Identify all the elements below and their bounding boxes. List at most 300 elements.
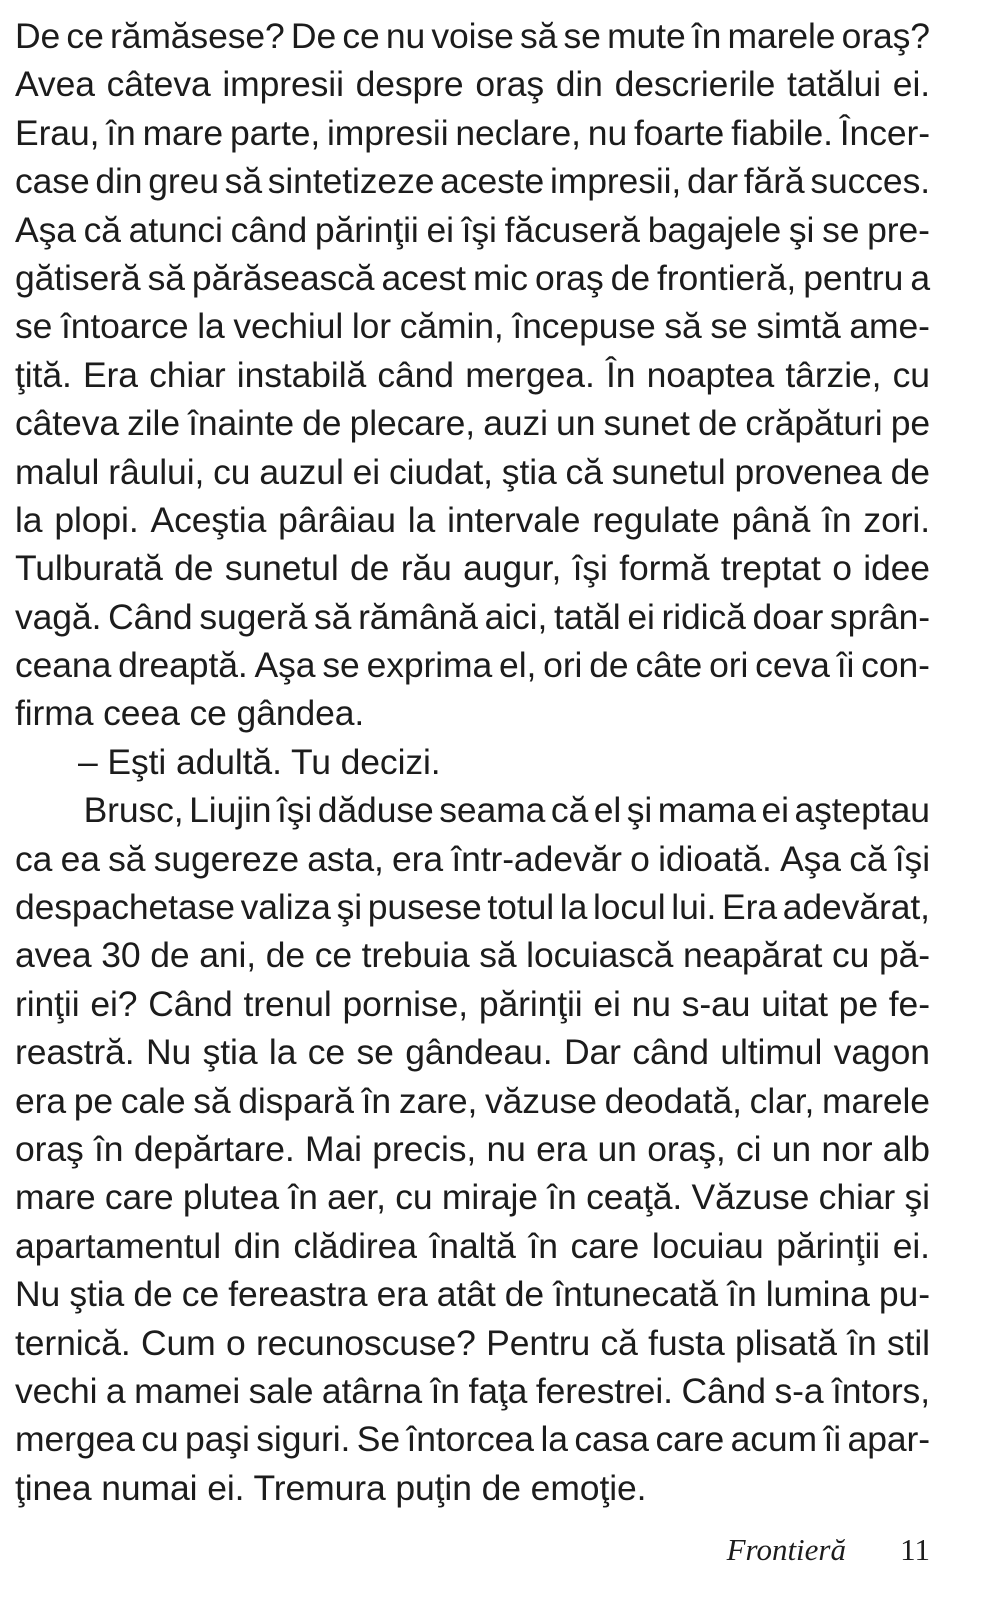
word: a	[910, 257, 930, 298]
line-text: – Eşti adultă. Tu decizi.	[78, 741, 441, 782]
word: pornise,	[342, 983, 468, 1024]
word: fiabile.	[731, 112, 833, 153]
word: mute	[607, 16, 686, 56]
word: aşteptau	[794, 790, 930, 831]
word: Era	[722, 887, 777, 928]
word: avea	[15, 935, 92, 976]
word: gândeau.	[405, 1032, 553, 1073]
word: tatălui	[787, 64, 882, 105]
word: s-au	[681, 983, 751, 1024]
word: când	[632, 1032, 709, 1073]
word: De	[15, 16, 61, 56]
word: aer,	[327, 1177, 386, 1218]
running-head-book-title: Frontieră	[726, 1532, 846, 1567]
word: să	[479, 935, 517, 976]
word: de	[133, 1274, 173, 1315]
word: precis,	[372, 1128, 477, 1169]
word: înainte	[188, 403, 295, 444]
word: ei	[593, 983, 621, 1024]
word: ce	[342, 16, 380, 56]
word: o	[225, 1322, 246, 1363]
word: De	[290, 16, 337, 56]
word: cu	[395, 1177, 433, 1218]
word: în	[822, 499, 852, 540]
word: la	[197, 306, 225, 347]
word: pusese	[367, 887, 482, 928]
text-line	[15, 1125, 930, 1173]
word: faţa	[468, 1370, 528, 1411]
word: într-adevăr	[451, 838, 622, 879]
word: mamei	[134, 1370, 241, 1411]
word: asta,	[307, 838, 384, 879]
word: că	[550, 790, 589, 831]
word: mare	[142, 112, 224, 153]
word: case	[15, 161, 90, 202]
text-line	[15, 1270, 930, 1318]
word: ei	[352, 451, 381, 492]
word: de	[610, 257, 650, 298]
word: 30	[101, 935, 141, 976]
word: să	[193, 1080, 231, 1121]
text-line	[15, 835, 930, 883]
word: doar	[752, 596, 824, 637]
word: ternică.	[15, 1322, 131, 1363]
word: să	[147, 257, 185, 298]
word: câteva	[15, 403, 119, 444]
word: la	[540, 1419, 568, 1460]
word: câteva	[106, 64, 211, 105]
word: fără	[743, 161, 805, 202]
word: că	[565, 451, 603, 492]
word: câte	[635, 645, 703, 686]
word: nu	[631, 983, 671, 1024]
word: la	[559, 887, 588, 928]
word: despachetase	[15, 887, 235, 928]
word: ei.	[892, 64, 930, 105]
word: un	[771, 1128, 812, 1169]
word: Cum	[140, 1322, 216, 1363]
word: ridică	[661, 596, 746, 637]
word: sunetul	[224, 548, 339, 589]
word: şi	[626, 790, 653, 831]
word: râului,	[108, 451, 205, 492]
word: valiza	[240, 887, 331, 928]
word: trenul	[243, 983, 332, 1024]
word: acum	[730, 1419, 818, 1460]
paragraph-indent	[15, 786, 78, 834]
word: lui.	[671, 887, 717, 928]
word: din	[95, 161, 143, 202]
word: şi	[788, 209, 815, 250]
word: trebuia	[361, 935, 470, 976]
word: ori	[709, 645, 749, 686]
word: de	[265, 935, 306, 976]
text-line	[15, 448, 930, 496]
word: mare	[15, 1177, 96, 1218]
word: pă-	[878, 935, 930, 976]
word: de	[302, 403, 342, 444]
word: nu	[587, 112, 628, 153]
word: părinţii	[314, 209, 419, 250]
word: de	[890, 451, 930, 492]
word: vagon	[833, 1032, 930, 1073]
word: dispară	[238, 1080, 354, 1121]
word: Când	[148, 983, 233, 1024]
word: ştia	[69, 1274, 125, 1315]
word: despre	[355, 64, 464, 105]
word: marele	[727, 16, 836, 56]
text-line	[15, 109, 930, 157]
word: sintetizeze	[267, 161, 435, 202]
word: Încer-	[839, 112, 930, 153]
word: îşi	[894, 838, 930, 879]
word: ultimul	[720, 1032, 823, 1073]
word: care	[104, 1177, 174, 1218]
text-line	[15, 641, 930, 689]
word: cu	[831, 935, 870, 976]
word: sugereze	[153, 838, 299, 879]
word: pârâiau	[278, 499, 396, 540]
word: ştia	[501, 451, 557, 492]
word: părăsească	[191, 257, 375, 298]
word: oraş,	[647, 1128, 726, 1169]
word: ei	[761, 790, 789, 831]
word: cale	[120, 1080, 186, 1121]
word: se	[822, 209, 860, 250]
word: târzie,	[785, 354, 882, 395]
word: cu	[141, 1419, 179, 1460]
word: zare,	[398, 1080, 478, 1121]
word: un	[556, 403, 596, 444]
word: îi	[836, 645, 855, 686]
word: dar	[686, 161, 738, 202]
word: făcuseră	[504, 209, 640, 250]
word: în	[547, 1177, 577, 1218]
word: augur,	[463, 548, 562, 589]
word: Mai	[305, 1128, 362, 1169]
word: ori	[543, 645, 583, 686]
word: exprima	[366, 645, 493, 686]
word: sale	[248, 1370, 314, 1411]
word: ce	[66, 16, 104, 56]
word: de	[150, 935, 190, 976]
text-line	[15, 496, 930, 544]
word: intervale	[447, 499, 581, 540]
word: în	[288, 1177, 318, 1218]
word: oraş	[475, 64, 544, 105]
word: con-	[861, 645, 930, 686]
word: văzuse	[484, 1080, 597, 1121]
word: cămin,	[399, 306, 504, 347]
word: atât	[436, 1274, 496, 1315]
text-line	[15, 1173, 930, 1221]
word: înaltă	[429, 1225, 516, 1266]
word: Când	[681, 1370, 766, 1411]
word: reastră.	[15, 1032, 135, 1073]
word: oraş?	[841, 16, 930, 56]
word: sunet	[603, 403, 690, 444]
word: plutea	[182, 1177, 279, 1218]
word: plecare,	[349, 403, 476, 444]
word: foarte	[633, 112, 725, 153]
word: impresii,	[549, 161, 682, 202]
word: aici,	[484, 596, 548, 637]
word: ştia	[202, 1032, 258, 1073]
word: că	[600, 1322, 638, 1363]
word: Aşa	[780, 838, 841, 879]
word: să	[664, 306, 702, 347]
word: întorcea	[406, 1419, 534, 1460]
word: care	[570, 1225, 640, 1266]
word: ceaţă.	[586, 1177, 683, 1218]
word: ei.	[892, 1225, 930, 1266]
word: chiar	[818, 1177, 896, 1218]
word: de	[174, 548, 214, 589]
word: Pentru	[486, 1322, 591, 1363]
word: atârna	[321, 1370, 422, 1411]
word: mergea	[15, 1419, 135, 1460]
word: neapărat	[682, 935, 823, 976]
word: în	[847, 1322, 877, 1363]
word: în	[727, 1274, 757, 1315]
word: ceana	[15, 645, 112, 686]
word: locul	[593, 887, 666, 928]
word: Se	[356, 1419, 400, 1460]
word: malul	[15, 451, 100, 492]
word: formă	[619, 548, 710, 589]
text-line	[15, 593, 930, 641]
text-line	[15, 786, 930, 834]
word: Erau,	[15, 112, 100, 153]
word: plopi.	[54, 499, 139, 540]
word: să	[314, 596, 352, 637]
word: succes.	[810, 161, 930, 202]
text-line	[15, 1319, 930, 1367]
word: impresii	[327, 112, 449, 153]
word: se	[356, 1032, 394, 1073]
word: totul	[487, 887, 555, 928]
word: voise	[431, 16, 514, 56]
word: ce	[307, 1032, 346, 1073]
word: Tulburată	[15, 548, 163, 589]
text-line	[15, 351, 930, 399]
word: în	[528, 1225, 558, 1266]
word: începuse	[512, 306, 656, 347]
word: bagajele	[647, 209, 782, 250]
word: siguri.	[256, 1419, 351, 1460]
word: dreaptă.	[118, 645, 248, 686]
text-line	[15, 157, 930, 205]
text-line: firma ceea ce gândea.	[15, 693, 365, 734]
word: ce	[314, 935, 352, 976]
word: frontieră,	[657, 257, 797, 298]
text-line	[15, 399, 930, 447]
text-line	[15, 60, 930, 108]
word: nu	[486, 1128, 526, 1169]
word: casa	[574, 1419, 649, 1460]
word: noaptea	[646, 354, 775, 395]
word: chiar	[149, 354, 226, 395]
word: de	[589, 645, 629, 686]
word: auzi	[483, 403, 548, 444]
word: clădirea	[293, 1225, 417, 1266]
word: treptat	[720, 548, 821, 589]
word: ci	[735, 1128, 762, 1169]
word: atunci	[128, 209, 223, 250]
word: oraş	[534, 257, 604, 298]
word: pentru	[803, 257, 904, 298]
text-line	[15, 883, 930, 931]
word: deodată,	[604, 1080, 742, 1121]
word: mama	[657, 790, 756, 831]
word: Nu	[146, 1032, 192, 1073]
word: de	[504, 1274, 545, 1315]
word: Liujin	[189, 790, 272, 831]
text-line	[15, 738, 930, 786]
page-number: 11	[900, 1532, 930, 1567]
word: clar,	[749, 1080, 815, 1121]
word: acest	[381, 257, 466, 298]
text-line	[15, 980, 930, 1028]
word: Când	[108, 596, 193, 637]
word: Aceştia	[150, 499, 267, 540]
word: el	[593, 790, 622, 831]
word: plisată	[734, 1322, 837, 1363]
word: să	[108, 838, 146, 879]
text-line	[15, 544, 930, 592]
word: descrierile	[614, 64, 776, 105]
text-line	[15, 12, 930, 60]
word: lor	[351, 306, 391, 347]
word: de	[350, 548, 390, 589]
word: când	[230, 209, 308, 250]
word: îşi	[277, 790, 313, 831]
word: adevărat,	[782, 887, 930, 928]
word: fereastra	[228, 1274, 368, 1315]
word: nu	[385, 16, 426, 56]
word: aceste	[440, 161, 545, 202]
word: ei?	[90, 983, 138, 1024]
word: îşi	[461, 209, 497, 250]
word: seama	[439, 790, 546, 831]
word: sprân-	[829, 596, 930, 637]
word: neclare,	[455, 112, 581, 153]
word: ce	[181, 1274, 220, 1315]
word: oraş	[15, 1128, 84, 1169]
word: Era	[82, 354, 138, 395]
word: Dar	[563, 1032, 621, 1073]
word: era	[15, 1080, 67, 1121]
word: apartamentul	[15, 1225, 222, 1266]
word: ei	[426, 209, 454, 250]
word: În	[605, 354, 636, 395]
word: se	[322, 645, 360, 686]
word: şi	[904, 1177, 930, 1218]
word: pe	[73, 1080, 114, 1121]
word: care	[655, 1419, 725, 1460]
word: Aşa	[15, 209, 76, 250]
word: ţită.	[15, 354, 72, 395]
word: ceva	[755, 645, 830, 686]
word: în	[361, 1080, 392, 1121]
word: un	[597, 1128, 637, 1169]
word: crăpături	[745, 403, 883, 444]
text-line	[15, 206, 930, 254]
word: părinţii	[478, 983, 583, 1024]
word: zori.	[863, 499, 930, 540]
word: Nu	[15, 1274, 61, 1315]
word: cu	[213, 451, 251, 492]
word: în	[691, 16, 722, 56]
word: pre-	[867, 209, 930, 250]
word: regulate	[592, 499, 720, 540]
word: gătiseră	[15, 257, 141, 298]
word: marele	[822, 1080, 930, 1121]
word: ca	[15, 838, 53, 879]
text-line	[15, 1028, 930, 1076]
word: mic	[472, 257, 528, 298]
word: alb	[882, 1128, 930, 1169]
word: fe-	[888, 983, 930, 1024]
word: se	[563, 16, 601, 56]
text-line	[15, 254, 930, 302]
word: la	[407, 499, 436, 540]
word: Văzuse	[691, 1177, 810, 1218]
word: simtă	[756, 306, 841, 347]
word: greu	[148, 161, 219, 202]
word: şi	[336, 887, 363, 928]
word: la	[268, 1032, 297, 1073]
word: întunecată	[553, 1274, 719, 1315]
word: o	[832, 548, 852, 589]
word: idee	[863, 548, 930, 589]
word: provenea	[734, 451, 882, 492]
word: să	[520, 16, 558, 56]
word: rămână	[358, 596, 478, 637]
word: pu-	[878, 1274, 930, 1315]
word: tatăl	[553, 596, 621, 637]
word: vechi	[15, 1370, 98, 1411]
word: mergea.	[465, 354, 595, 395]
word: ani,	[199, 935, 257, 976]
word: în	[106, 112, 136, 153]
word: fusta	[648, 1322, 725, 1363]
word: să	[224, 161, 262, 202]
word: parte,	[229, 112, 321, 153]
word: îi	[823, 1419, 842, 1460]
text-line	[15, 1222, 930, 1270]
word: stil	[886, 1322, 930, 1363]
word: rău	[400, 548, 452, 589]
word: ciudat,	[388, 451, 493, 492]
word: întoarce	[61, 306, 189, 347]
text-line	[15, 1415, 930, 1463]
text-line	[15, 1077, 930, 1125]
word: el,	[499, 645, 537, 686]
text-line	[15, 931, 930, 979]
word: locuiască	[526, 935, 674, 976]
word: miraje	[441, 1177, 538, 1218]
word: la	[15, 499, 43, 540]
word: era	[376, 1274, 428, 1315]
word: instabilă	[236, 354, 367, 395]
body-text-block	[15, 12, 930, 1512]
word: o	[630, 838, 650, 879]
word: sugeră	[199, 596, 308, 637]
word: ea	[60, 838, 100, 879]
word: locuiau	[651, 1225, 764, 1266]
word: nor	[821, 1128, 873, 1169]
